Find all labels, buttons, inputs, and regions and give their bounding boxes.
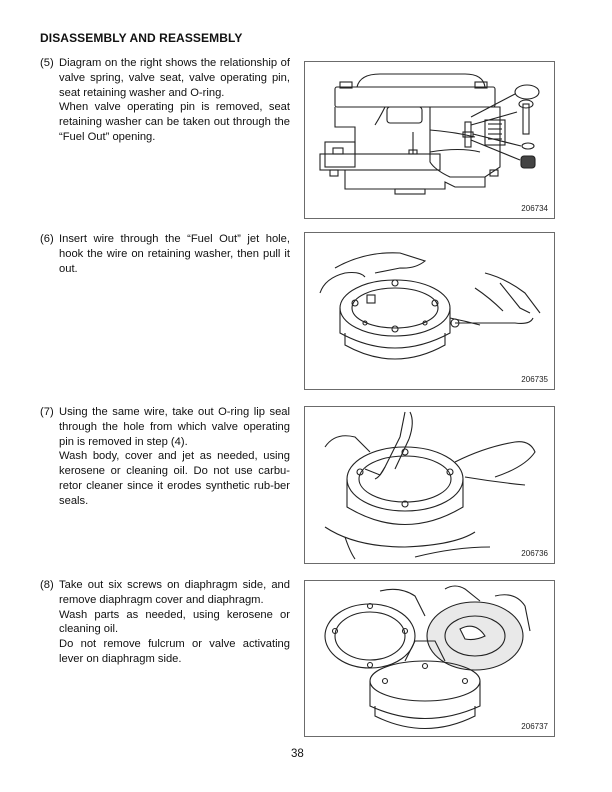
carburetor-cutaway-illustration	[305, 62, 554, 218]
step-paragraph: When valve operating pin is removed, seat retaining washer can be taken out through the “Fuel Out” opening.	[59, 101, 290, 143]
page-number: 38	[291, 748, 304, 760]
figure-number: 206734	[521, 204, 548, 213]
step-number: (5)	[40, 57, 54, 69]
figure-206735	[304, 232, 555, 390]
step-number: (7)	[40, 406, 54, 418]
step-paragraph: Using the same wire, take out O-ring lip seal through the hole from which valve operating pin is removed in step (4).	[59, 406, 290, 448]
figure-number: 206736	[521, 549, 548, 558]
step-number: (8)	[40, 579, 54, 591]
step-6	[40, 232, 290, 276]
figure-number: 206737	[521, 722, 548, 731]
section-heading: DISASSEMBLY AND REASSEMBLY	[40, 31, 243, 45]
step-8	[40, 578, 290, 667]
step-number: (6)	[40, 233, 54, 245]
diaphragm-removal-illustration	[305, 581, 554, 736]
figure-206736	[304, 406, 555, 564]
oring-removal-illustration	[305, 407, 554, 563]
figure-206737	[304, 580, 555, 737]
step-paragraph: Wash parts as needed, using kerosene or cleaning oil.	[59, 608, 290, 636]
figure-number: 206735	[521, 375, 548, 384]
step-paragraph: Wash body, cover and jet as needed, using kerosene or cleaning oil. Do not use carbu-retor cleaner since it erodes synthetic rub-ber seals.	[59, 450, 290, 507]
step-paragraph: Insert wire through the “Fuel Out” jet hole, hook the wire on retaining washer, then pull it out.	[59, 233, 290, 275]
step-paragraph: Take out six screws on diaphragm side, and remove diaphragm cover and diaphragm.	[59, 579, 290, 606]
step-paragraph: Diagram on the right shows the relationship of valve spring, valve seat, valve operating pin, seat retaining washer and O-ring.	[59, 57, 290, 99]
step-5	[40, 56, 290, 145]
wire-removal-illustration	[305, 233, 554, 389]
figure-206734	[304, 61, 555, 219]
step-paragraph: Do not remove fulcrum or valve activating lever on diaphragm side.	[59, 638, 290, 665]
step-7	[40, 405, 290, 509]
